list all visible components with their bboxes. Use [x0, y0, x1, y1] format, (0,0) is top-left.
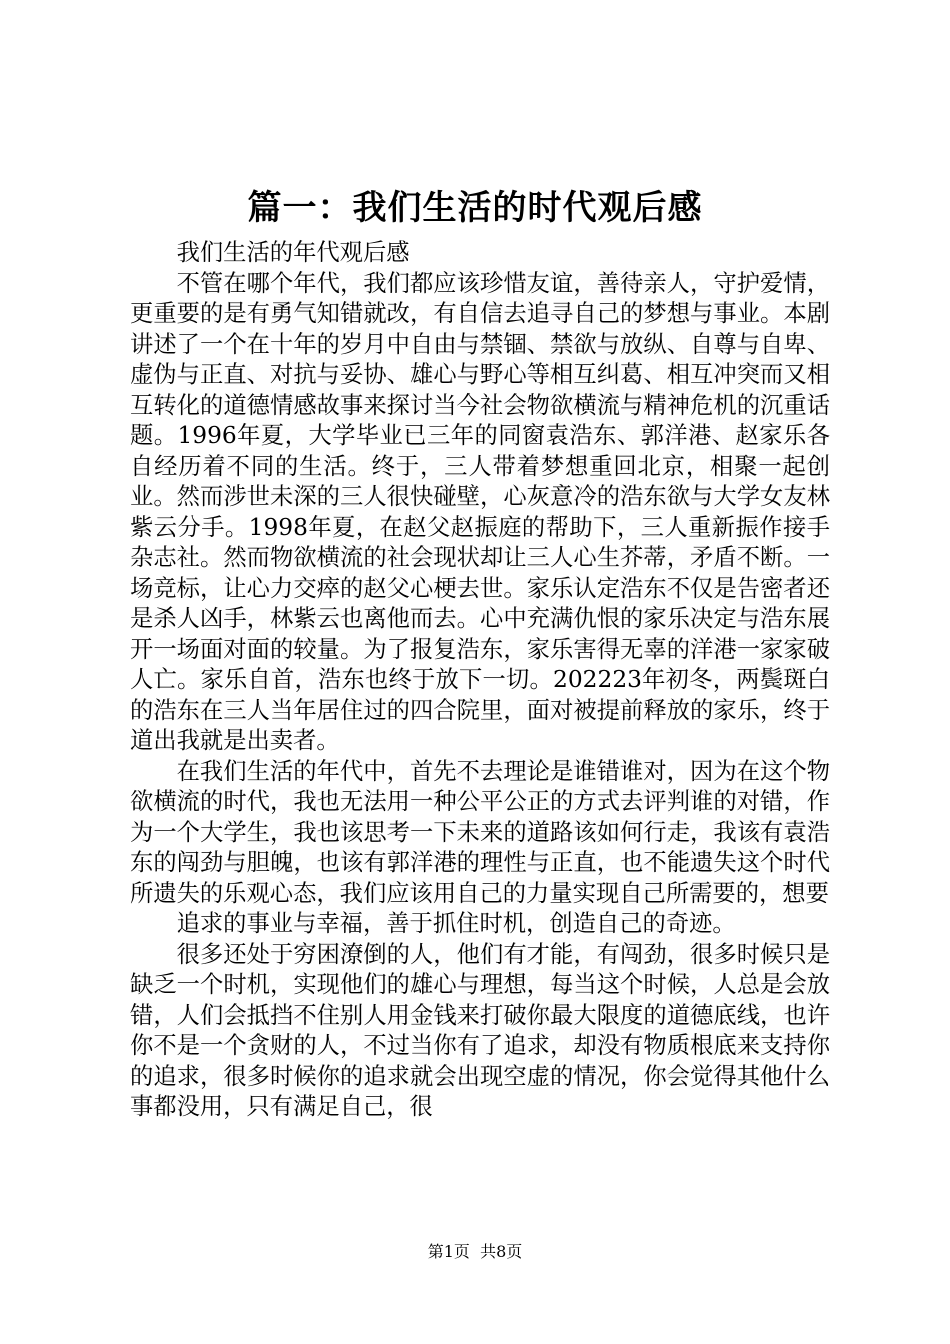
paragraph-synopsis: 不管在哪个年代，我们都应该珍惜友谊，善待亲人，守护爱情，更重要的是有勇气知错就改，有自信去追寻自己的梦想与事业。本剧讲述了一个在十年的岁月中自由与禁锢、禁欲与放纵、自尊与自卑、虚伪与正直、对抗与妥协、雄心与野心等相互纠葛、相互冲突而又相互转化的道德情感故事来探讨当今社会物欲横流与精神危机的沉重话题。1996年夏，大学毕业已三年的同窗袁浩东、郭洋港、赵家乐各自经历着不同的生活。终于，三人带着梦想重回北京，相聚一起创业。然而涉世未深的三人很快碰壁，心灰意冷的浩东欲与大学女友林紫云分手。1998年夏，在赵父赵振庭的帮助下，三人重新振作接手杂志社。然而物欲横流的社会现状却让三人心生芥蒂，矛盾不断。一场竞标，让心力交瘁的赵父心梗去世。家乐认定浩东不仅是告密者还是杀人凶手，林紫云也离他而去。心中充满仇恨的家乐决定与浩东展开一场面对面的较量。为了报复浩东，家乐害得无辜的洋港一家家破人亡。家乐自首，浩东也终于放下一切。202223年初冬，两鬓斑白的浩东在三人当年居住过的四合院里，面对被提前释放的家乐，终于道出我就是出卖者。: [130, 269, 830, 754]
page-footer: [0, 1242, 950, 1262]
paragraph-reflection: 在我们生活的年代中，首先不去理论是谁错谁对，因为在这个物欲横流的时代，我也无法用一种公平公正的方式去评判谁的对错，作为一个大学生，我也该思考一下未来的道路该如何行走，我该有袁浩东的闯劲与胆魄，也该有郭洋港的理性与正直，也不能遗失这个时代所遗失的乐观心态，我们应该用自己的力量实现自己所需要的，想要: [130, 757, 830, 907]
document-body: [130, 238, 830, 1123]
page-number: 第1页: [427, 1242, 470, 1261]
paragraph-struggle: 很多还处于穷困潦倒的人，他们有才能，有闯劲，很多时候只是缺乏一个时机，实现他们的雄心与理想，每当这个时候，人总是会放错，人们会抵挡不住别人用金钱来打破你最大限度的道德底线，也许你不是一个贪财的人，不过当你有了追求，却没有物质根底来支持你的追求，很多时候你的追求就会出现空虚的情况，你会觉得其他什么事都没用，只有满足自己，很: [130, 940, 830, 1120]
page-total: 共8页: [480, 1242, 523, 1261]
paragraph-subtitle: 我们生活的年代观后感: [176, 239, 410, 266]
paragraph-pursuit: 追求的事业与幸福，善于抓住时机，创造自己的奇迹。: [176, 910, 736, 937]
document-title: 篇一：我们生活的时代观后感: [247, 188, 703, 228]
